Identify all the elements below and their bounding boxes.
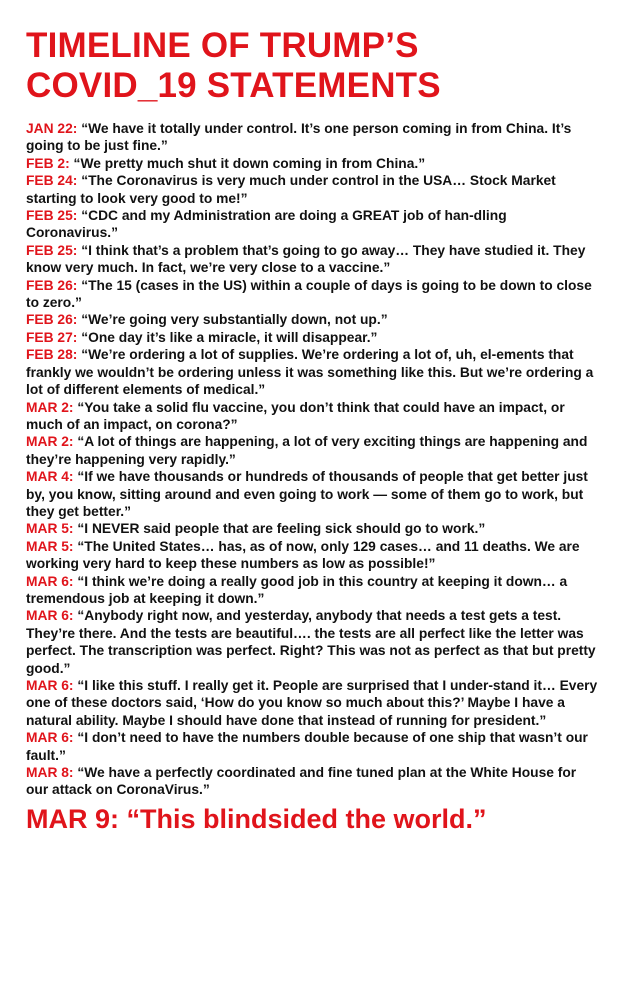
final-statement-date: MAR 9: bbox=[26, 803, 119, 834]
statement-entry bbox=[26, 538, 599, 573]
statement-quote: “You take a solid flu vaccine, you don’t think that could have an impact, or much of an impact, on corona?” bbox=[26, 399, 565, 432]
statement-quote: “I think that’s a problem that’s going to go away… They have studied it. They know very much. In fact, we’re very close to a vaccine.” bbox=[26, 242, 586, 276]
final-statement-quote: “This blindsided the world.” bbox=[126, 803, 487, 834]
statement-date: FEB 26: bbox=[26, 312, 78, 328]
final-statement bbox=[26, 803, 599, 835]
statement-date: FEB 26: bbox=[26, 277, 78, 293]
statement-date: MAR 6: bbox=[26, 678, 74, 693]
statement-entry bbox=[26, 277, 599, 312]
statement-entry bbox=[26, 172, 599, 207]
statement-date: MAR 5: bbox=[26, 538, 74, 554]
statement-date: FEB 27: bbox=[26, 329, 78, 345]
statement-quote: “We pretty much shut it down coming in from China.” bbox=[73, 155, 426, 171]
statement-date: FEB 25: bbox=[26, 242, 78, 258]
statement-quote: “I NEVER said people that are feeling sick should go to work.” bbox=[77, 521, 486, 537]
statement-entry bbox=[26, 329, 599, 346]
statement-quote: “The United States… has, as of now, only 129 cases… and 11 deaths. We are working very hard to keep these numbers as low as possible!” bbox=[26, 538, 580, 572]
statement-date: MAR 2: bbox=[26, 399, 74, 415]
statement-entry bbox=[26, 155, 599, 172]
statement-quote: “One day it’s like a miracle, it will disappear.” bbox=[81, 329, 378, 345]
statement-entry bbox=[26, 311, 599, 328]
statement-quote: “The Coronavirus is very much under control in the USA… Stock Market starting to look very good to me!” bbox=[26, 173, 556, 206]
statement-quote: “We have it totally under control. It’s one person coming in from China. It’s going to be just fine.” bbox=[26, 121, 572, 154]
statement-quote: “We’re ordering a lot of supplies. We’re ordering a lot of, uh, el-ements that frankly we wouldn’t be ordering unless it was something like this. But we’re ordering a lot of different elements of medical.” bbox=[26, 347, 594, 398]
statement-quote: “I like this stuff. I really get it. People are surprised that I under-stand it… Every one of these doctors said, ‘How do you know so much about this?’ Maybe I have a natural ability. Maybe I should have done that instead of running for president.” bbox=[26, 678, 598, 728]
statement-date: MAR 6: bbox=[26, 608, 74, 624]
statement-entry bbox=[26, 242, 599, 277]
statement-entry bbox=[26, 207, 599, 242]
statement-entry bbox=[26, 573, 599, 608]
statement-date: MAR 2: bbox=[26, 434, 74, 450]
statement-entry bbox=[26, 677, 599, 729]
statement-date: FEB 25: bbox=[26, 208, 78, 224]
statement-entry bbox=[26, 729, 599, 764]
statement-entry bbox=[26, 764, 599, 799]
statement-entry bbox=[26, 120, 599, 155]
statement-quote: “If we have thousands or hundreds of thousands of people that get better just by, you know, sitting around and even going to work — some of them go to work, but they get better.” bbox=[26, 469, 588, 519]
title-line-2: COVID_19 STATEMENTS bbox=[26, 66, 441, 105]
statement-date: MAR 6: bbox=[26, 573, 74, 589]
statement-entry bbox=[26, 399, 599, 434]
statement-quote: “We’re going very substantially down, not up.” bbox=[81, 312, 388, 328]
statement-quote: “CDC and my Administration are doing a GREAT job of han-dling Coronavirus.” bbox=[26, 208, 507, 241]
statement-quote: “Anybody right now, and yesterday, anybody that needs a test gets a test. They’re there. And the tests are beautiful…. the tests are all perfect like the letter was perfect. The transcription was perfect. Right? This was not as perfect as that but pretty good.” bbox=[26, 608, 596, 676]
statement-quote: “I don’t need to have the numbers double because of one ship that wasn’t our fault.” bbox=[26, 730, 588, 763]
statement-date: MAR 4: bbox=[26, 469, 74, 485]
statement-quote: “I think we’re doing a really good job in this country at keeping it down… a tremendous job at keeping it down.” bbox=[26, 573, 568, 606]
statement-quote: “We have a perfectly coordinated and fine tuned plan at the White House for our attack on CoronaVirus.” bbox=[26, 765, 577, 798]
statement-quote: “A lot of things are happening, a lot of very exciting things are happening and they’re happening very rapidly.” bbox=[26, 434, 588, 467]
statement-entry bbox=[26, 346, 599, 398]
statement-quote: “The 15 (cases in the US) within a couple of days is going to be down to close to zero.” bbox=[26, 277, 592, 311]
statement-date: JAN 22: bbox=[26, 121, 78, 136]
statement-entry bbox=[26, 468, 599, 520]
statement-entry bbox=[26, 433, 599, 468]
statement-date: MAR 6: bbox=[26, 730, 74, 746]
statement-entry bbox=[26, 520, 599, 537]
statement-entry bbox=[26, 607, 599, 677]
statement-date: FEB 2: bbox=[26, 155, 70, 171]
title-line-1: TIMELINE OF TRUMP’S bbox=[26, 26, 419, 65]
page-title bbox=[26, 26, 599, 106]
statement-date: MAR 5: bbox=[26, 521, 74, 537]
statement-list bbox=[26, 120, 599, 799]
statement-date: MAR 8: bbox=[26, 765, 74, 781]
statement-date: FEB 24: bbox=[26, 173, 78, 189]
statement-date: FEB 28: bbox=[26, 347, 78, 363]
